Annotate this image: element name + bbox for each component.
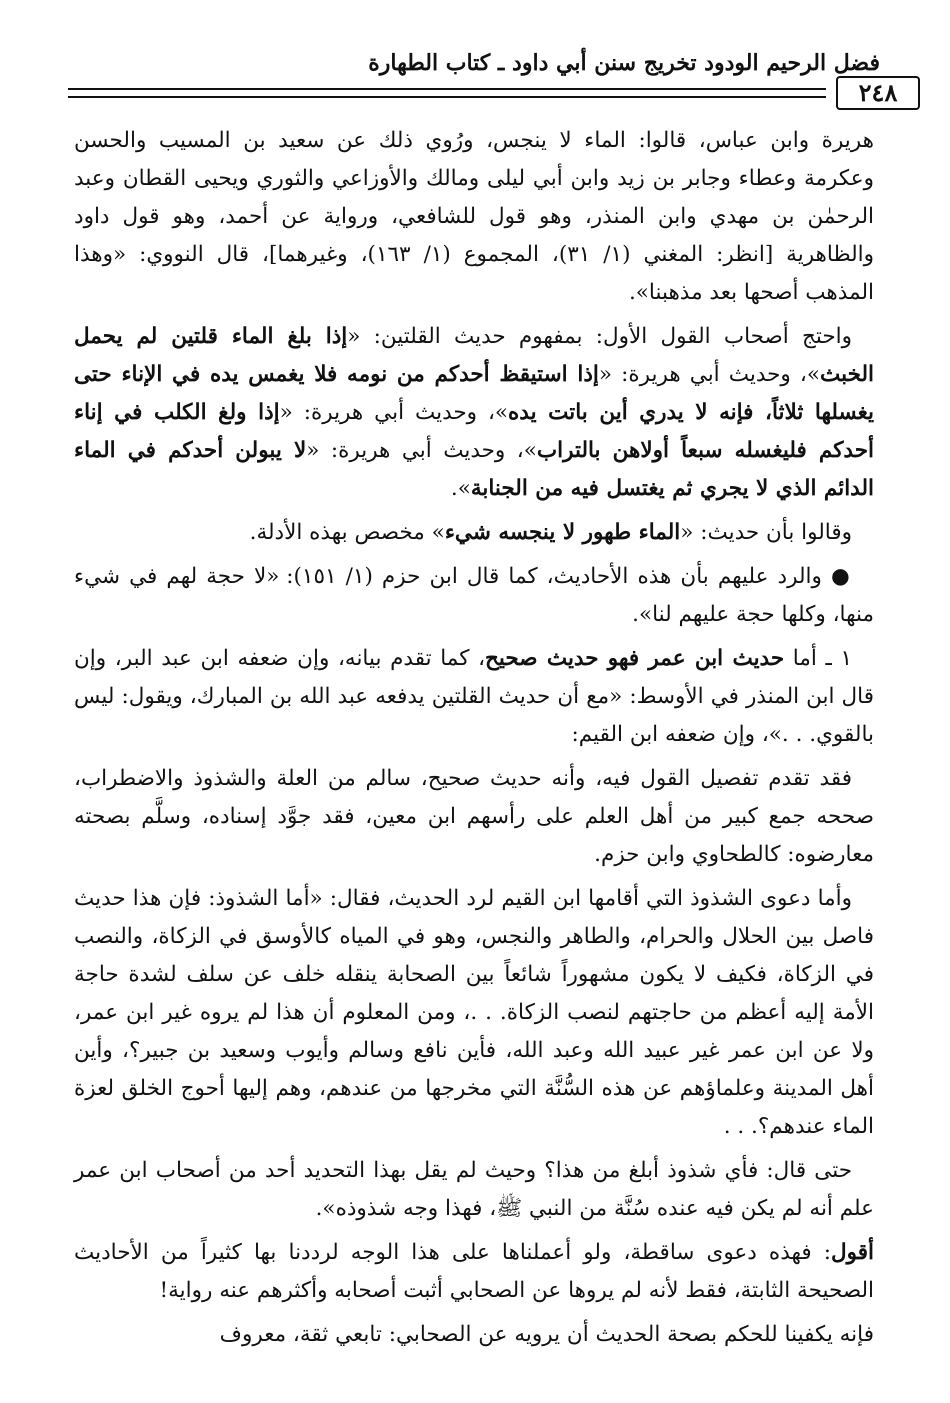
bold-text-segment: إذا استيقظ أحدكم من نومه فلا يغمس يده في الإناء حتى يغسلها ثلاثاً، فإنه لا يدري أين باتت يده: [74, 362, 875, 425]
paragraph: [74, 880, 874, 1146]
text-segment: ، كما تقدم بيانه، وإن ضعفه ابن عبد البر، وإن قال ابن المنذر في الأوسط: «مع أن حديث القلتين يدفعه عبد الله بن المبارك، ويقول: ليس بالقوي. . .»، وإن ضعفه ابن القيم:: [74, 646, 874, 747]
text-segment: »، وحديث أبي هريرة: «: [598, 362, 820, 387]
text-segment: ●: [821, 564, 852, 589]
text-segment: هريرة وابن عباس، قالوا: الماء لا ينجس، ورُوي ذلك عن سعيد بن المسيب والحسن وعكرمة وعطاء وجابر بن زيد وابن أبي ليلى ومالك والأوزاعي والثوري ويحيى القطان وعبد الرحمٰن بن مهدي وابن المنذر، وهو قول للشافعي، ورواية عن أحمد، وهو قول داود والظاهرية [انظر: المغني (١/ ٣١)، المجموع (١/ ١٦٣)، وغيرهما]، قال النووي: «وهذا المذهب أصحها بعد مذهبنا».: [74, 128, 874, 305]
bold-text-segment: الماء طهور لا ينجسه شيء: [444, 520, 681, 545]
text-segment: والرد عليهم بأن هذه الأحاديث، كما قال ابن حزم (١/ ١٥١): «لا حجة لهم في شيء منها، وكلها حجة عليهم لنا».: [74, 564, 874, 627]
bold-text-segment: إذا بلغ الماء قلتين لم يحمل الخبث: [74, 324, 874, 387]
header-rule: [68, 96, 826, 98]
text-segment: »، وحديث أبي هريرة: «: [279, 400, 509, 425]
text-segment: واحتج أصحاب القول الأول: بمفهوم حديث القلتين: «: [347, 324, 852, 349]
body-text: [74, 122, 874, 1360]
text-segment: فإنه يكفينا للحكم بصحة الحديث أن يرويه عن الصحابي: تابعي ثقة، معروف: [219, 1322, 874, 1347]
paragraph: [74, 1316, 874, 1354]
header-rule: [68, 88, 826, 90]
paragraph: [74, 1234, 874, 1310]
text-segment: وقالوا بأن حديث: «: [680, 520, 852, 545]
text-segment: » مخصص بهذه الأدلة.: [249, 520, 445, 545]
paragraph: [74, 122, 874, 312]
paragraph: [74, 514, 874, 552]
text-segment: وأما دعوى الشذوذ التي أقامها ابن القيم لرد الحديث، فقال: «أما الشذوذ: فإن هذا حديث فاصل بين الحلال والحرام، والطاهر والنجس، وهو في المياه كالأوسق في الزكاة، والنصب في الزكاة، فكيف لا يكون مشهوراً شائعاً بين الصحابة ينقله خلف عن سلف لشدة حاجة الأمة إليه أعظم من حاجتهم لنصب الزكاة. . .، ومن المعلوم أن هذا لم يروه غير ابن عمر، ولا عن ابن عمر غير عبيد الله وعبد الله، فأين نافع وسالم وأيوب وسعيد بن جبير؟، وأين أهل المدينة وعلماؤهم عن هذه السُّنَّة التي مخرجها من عندهم، وهم إليها أحوج الخلق لعزة الماء عندهم؟. . .: [74, 886, 874, 1139]
page-header: [68, 40, 898, 110]
bold-text-segment: حديث ابن عمر فهو حديث صحيح: [485, 646, 785, 671]
page-number: ٢٤٨: [836, 76, 920, 110]
bold-text-segment: لا يبولن أحدكم في الماء الدائم الذي لا يجري ثم يغتسل فيه من الجنابة: [74, 438, 874, 501]
text-segment: ١ ـ أما: [784, 646, 853, 671]
text-segment: فقد تقدم تفصيل القول فيه، وأنه حديث صحيح، سالم من العلة والشذوذ والاضطراب، صححه جمع كبير من أهل العلم على رأسهم ابن معين، فقد جوَّد إسناده، وسلَّم بصحته معارضوه: كالطحاوي وابن حزم.: [74, 766, 874, 867]
paragraph: [74, 1152, 874, 1228]
text-segment: ».: [450, 476, 471, 501]
text-segment: حتى قال: فأي شذوذ أبلغ من هذا؟ وحيث لم يقل بهذا التحديد أحد من أصحاب ابن عمر علم أنه لم يكن فيه عنده سُنَّة من النبي ﷺ، فهذا وجه شذوذه».: [74, 1158, 874, 1221]
paragraph: [74, 558, 874, 634]
running-title: فضل الرحيم الودود تخريج سنن أبي داود ـ كتاب الطهارة: [368, 50, 880, 76]
text-segment: »، وحديث أبي هريرة: «: [306, 438, 537, 463]
bold-text-segment: أقول: [831, 1240, 874, 1265]
text-segment: : فهذه دعوى ساقطة، ولو أعملناها على هذا الوجه لرددنا بها كثيراً من الأحاديث الصحيحة الثابتة، فقط لأنه لم يروها عن الصحابي أثبت أصحابه وأكثرهم عنه رواية!: [74, 1240, 874, 1303]
bold-text-segment: إذا ولغ الكلب في إناء أحدكم فليغسله سبعاً أولاهن بالتراب: [74, 400, 874, 463]
paragraph: [74, 640, 874, 754]
paragraph: [74, 318, 874, 508]
paragraph: [74, 760, 874, 874]
